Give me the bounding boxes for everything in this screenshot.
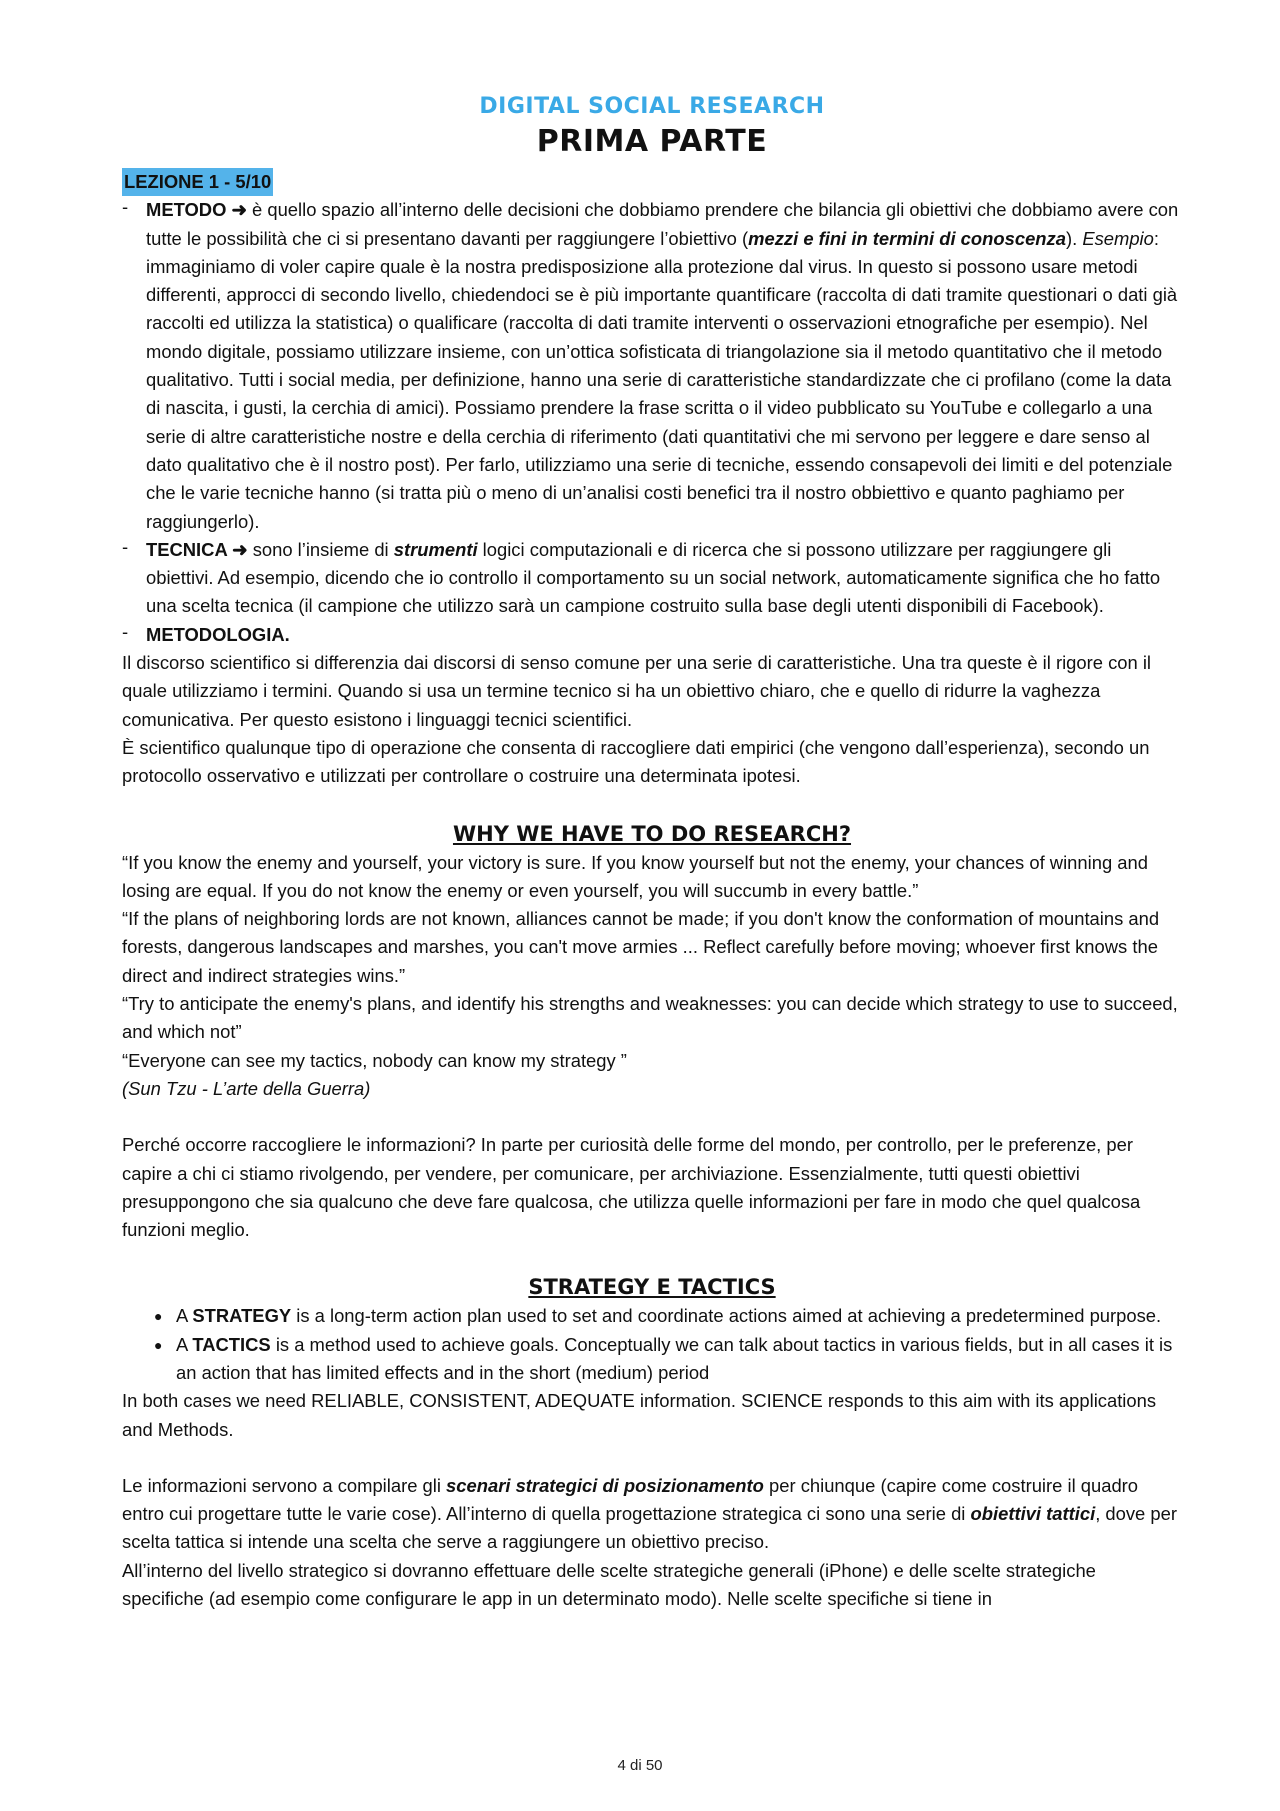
text: is a long-term action plan used to set and coordinate actions aimed at achieving a predetermined purpose.: [291, 1305, 1162, 1327]
paragraph-reliable-info: In both cases we need RELIABLE, CONSISTENT, ADEQUATE information. SCIENCE responds to this aim with its applications and Methods.: [122, 1390, 1157, 1440]
text: per chiunque (capire come costruire il quadro entro cui progettare tutte le varie cose). All’interno di quella progettazione strategica ci sono una serie di: [122, 1474, 1139, 1525]
quote-source: [122, 1075, 1182, 1103]
text: logici computazionali e di ricerca che si possono utilizzare per raggiungere gli obiettivi. Ad esempio, dicendo che io controllo il comportamento su un social network, automaticamente significa che ho fatto una scelta tecnica (il campione che utilizzo sarà un campione costruito sulla base degli utenti disponibili di Facebook).: [146, 538, 1161, 617]
list-item-strategy: [122, 1302, 1182, 1330]
text: ).: [1065, 227, 1083, 249]
emphasis: obiettivi tattici: [970, 1503, 1096, 1525]
text: A: [176, 1333, 193, 1355]
emphasis: Esempio: [1082, 227, 1154, 249]
quote: “Try to anticipate the enemy's plans, and identify his strengths and weaknesses: you can decide which strategy to use to succeed, and which not”: [122, 993, 1178, 1043]
definitions-list: [122, 196, 1182, 649]
quote: “If you know the enemy and yourself, your victory is sure. If you know yourself but not the enemy, your chances of winning and losing are equal. If you do not know the enemy or even yourself, you will succumb in every battle.”: [122, 851, 1148, 901]
section-heading-strategy-tactics: STRATEGY E TACTICS: [528, 1275, 776, 1300]
term-tecnica: TECNICA ➜: [146, 538, 248, 560]
text: , dove per scelta tattica si intende una scelta che serve a raggiungere un obiettivo preciso.: [122, 1503, 1177, 1553]
quote: “Everyone can see my tactics, nobody can know my strategy ”: [122, 1049, 627, 1071]
lesson-label-row: [122, 168, 1182, 196]
emphasis: mezzi e fini in termini di conoscenza: [748, 227, 1066, 249]
list-item-tactics: [122, 1331, 1182, 1388]
paragraph-strategic-level: All’interno del livello strategico si dovranno effettuare delle scelte strategiche generali (iPhone) e delle scelte strategiche specifiche (ad esempio come configurare le app in un determinato modo). Nelle scelte specifiche si tiene in: [122, 1559, 1096, 1610]
quote: “If the plans of neighboring lords are not known, alliances cannot be made; if you don't know the conformation of mountains and forests, dangerous landscapes and marshes, you can't move armies ... Reflect carefully before moving; whoever first knows the direct and indirect strategies wins.”: [122, 908, 1160, 986]
paragraph-scientific-definition: È scientifico qualunque tipo di operazione che consenta di raccogliere dati empirici (che vengono dall’esperienza), secondo un protocollo osservativo e utilizzati per controllare o costruire una determinata ipotesi.: [122, 736, 1150, 787]
emphasis: strumenti: [393, 538, 478, 560]
page-number: 4 di 50: [617, 1757, 663, 1774]
text: Le informazioni servono a compilare gli: [122, 1474, 447, 1496]
term-metodo: METODO ➜: [146, 199, 247, 221]
term-strategy: STRATEGY: [192, 1305, 292, 1327]
term-metodologia: METODOLOGIA.: [146, 623, 290, 645]
list-item-metodologia: [122, 621, 1182, 649]
lesson-label: LEZIONE 1 - 5/10: [122, 168, 273, 196]
emphasis: scenari strategici di posizionamento: [446, 1474, 764, 1496]
list-item-tecnica: [122, 536, 1182, 621]
section-heading-why-research: WHY WE HAVE TO DO RESEARCH?: [452, 821, 852, 846]
term-tactics: TACTICS: [192, 1333, 271, 1355]
part-title: PRIMA PARTE: [536, 124, 768, 159]
course-title: DIGITAL SOCIAL RESEARCH: [479, 94, 825, 119]
quote-source-text: (Sun Tzu - L’arte della Guerra): [122, 1077, 371, 1099]
paragraph-strategic-scenarios: [122, 1472, 1182, 1557]
text: sono l’insieme di: [247, 538, 394, 560]
text: is a method used to achieve goals. Conceptually we can talk about tactics in various fields, but in all cases it is an action that has limited effects and in the short (medium) period: [176, 1333, 1173, 1383]
text: A: [176, 1305, 193, 1327]
document-page: [122, 92, 1182, 1613]
paragraph-why-collect: Perché occorre raccogliere le informazioni? In parte per curiosità delle forme del mondo, per controllo, per le preferenze, per capire a chi ci stiamo rivolgendo, per vendere, per comunicare, per archiviazione. Essenzialmente, tutti questi obiettivi presuppongono che sia qualcuno che deve fare qualcosa, che utilizza quelle informazioni per fare in modo che quel qualcosa funzioni meglio.: [122, 1134, 1141, 1241]
list-item-metodo: [122, 196, 1182, 536]
text: è quello spazio all’interno delle decisioni che dobbiamo prendere che bilancia gli obiettivi che dobbiamo avere con tutte le possibilità che ci si presentano davanti per raggiungere l’obiettivo (: [146, 199, 1179, 249]
text: : immaginiamo di voler capire quale è la nostra predisposizione alla protezione dal virus. In questo si possono usare metodi differenti, approcci di secondo livello, chiedendoci se è più importante quantificare (raccolta di dati tramite questionari o dati già raccolti ed utilizza la statistica) o qualificare (raccolta di dati tramite interventi o osservazioni etnografiche per esempio). Nel mondo digitale, possiamo utilizzare insieme, con un’ottica sofisticata di triangolazione sia il metodo quantitativo che il metodo qualitativo. Tutti i social media, per definizione, hanno una serie di caratteristiche standardizzate che ci profilano (come la data di nascita, i gusti, la cerchia di amici). Possiamo prendere la frase scritta o il video pubblicato su YouTube e collegarlo a una serie di altre caratteristiche nostre e della cerchia di riferimento (dati quantitativi che mi servono per leggere e dare senso al dato qualitativo che è il nostro post). Per farlo, utilizziamo una serie di tecniche, essendo consapevoli dei limiti e del potenziale che le varie tecniche hanno (si tratta più o meno di un’analisi costi benefici tra il nostro obbiettivo e quanto paghiamo per raggiungerlo).: [146, 227, 1178, 532]
paragraph-scientific-discourse: Il discorso scientifico si differenzia dai discorsi di senso comune per una serie di caratteristiche. Una tra queste è il rigore con il quale utilizziamo i termini. Quando si usa un termine tecnico si ha un obiettivo chiaro, che e quello di ridurre la vaghezza comunicativa. Per questo esistono i linguaggi tecnici scientifici.: [122, 652, 1152, 730]
strategy-tactics-list: [122, 1302, 1182, 1387]
